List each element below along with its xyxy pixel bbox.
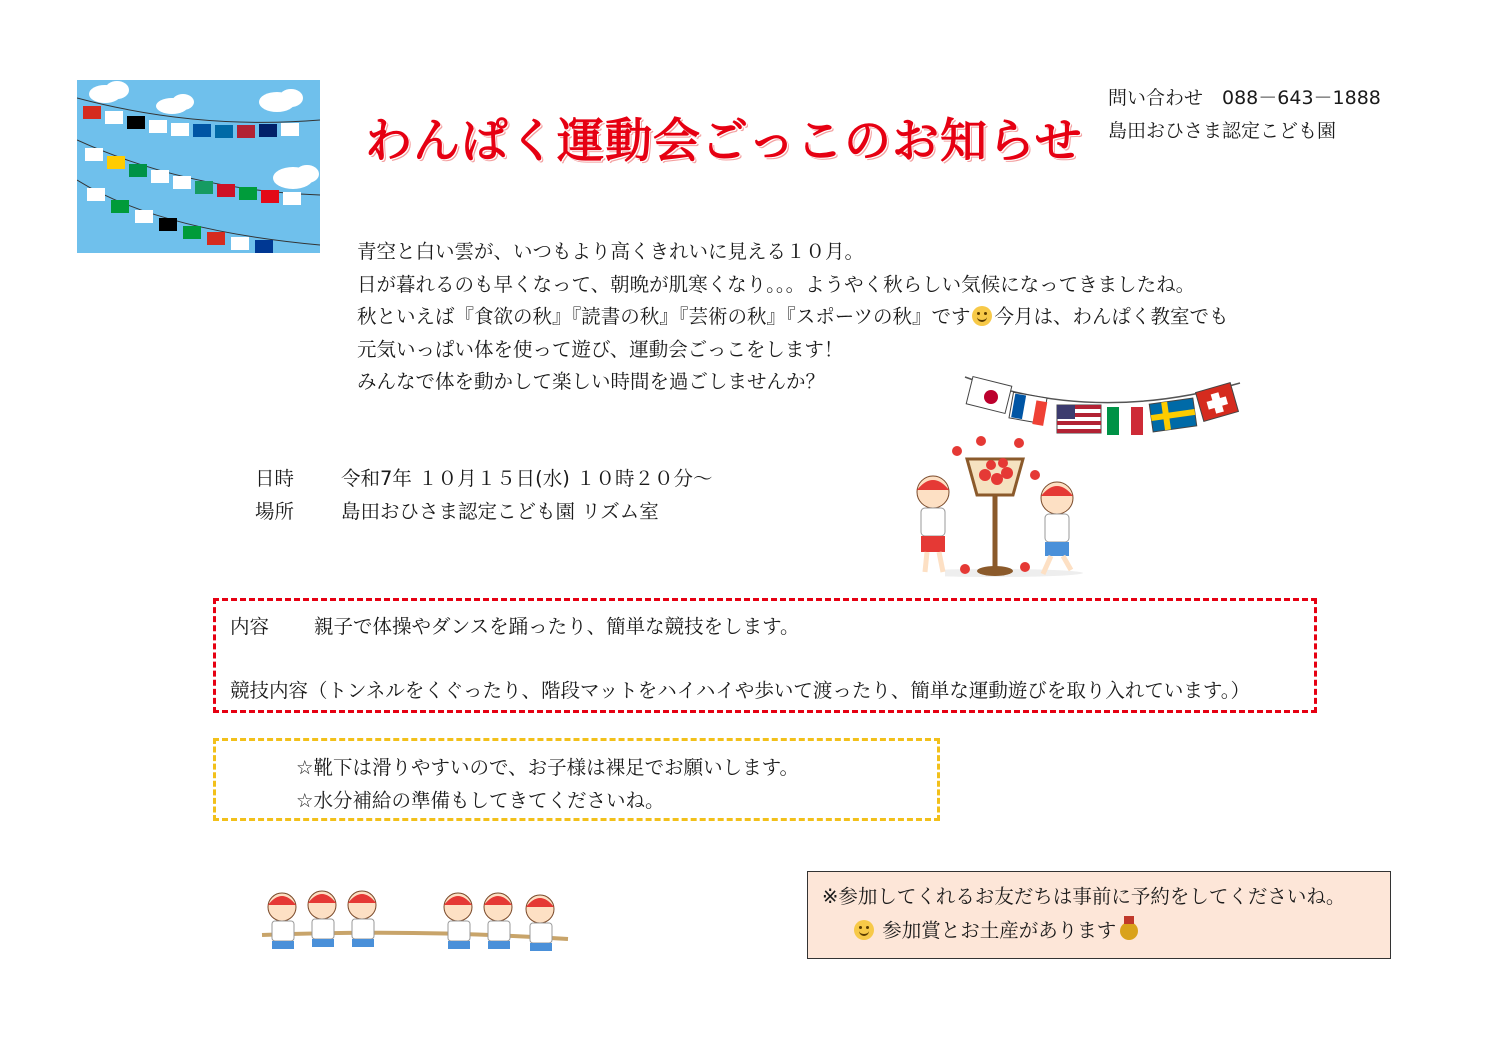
tug-of-war-illustration bbox=[260, 885, 570, 965]
reservation-line-2: 参加賞とお土産があります bbox=[822, 914, 1376, 948]
contact-info bbox=[1108, 82, 1381, 148]
reservation-line-1: ※参加してくれるお友だちは事前に予約をしてくださいね。 bbox=[822, 885, 1346, 908]
place-label: 場所 bbox=[255, 500, 295, 523]
page-title: わんぱく運動会ごっこのお知らせ bbox=[365, 114, 1083, 169]
date-row bbox=[255, 463, 713, 491]
event-details: 競技内容（トンネルをくぐったり、階段マットをハイハイや歩いて渡ったり、簡単な運動遊びを取り入れています。） bbox=[230, 679, 1251, 702]
content-box bbox=[213, 598, 1317, 713]
children-ball-toss-icon bbox=[905, 470, 1085, 580]
intro-line-5: みんなで体を動かして楽しい時間を過ごしませんか？ bbox=[357, 370, 826, 393]
content-label: 内容 bbox=[230, 615, 270, 638]
flags-sky-illustration bbox=[77, 80, 320, 253]
date-label: 日時 bbox=[255, 467, 295, 490]
contact-org: 島田おひさま認定こども園 bbox=[1108, 120, 1337, 142]
reservation-note bbox=[807, 871, 1391, 959]
place-value: 島田おひさま認定こども園 リズム室 bbox=[341, 500, 659, 523]
smiling-face-icon bbox=[972, 306, 992, 326]
date-value: 令和7年 １０月１５日(水) １０時２０分～ bbox=[341, 467, 713, 490]
contact-phone: 問い合わせ 088－643－1888 bbox=[1108, 87, 1381, 109]
content-row bbox=[230, 611, 1300, 643]
place-row bbox=[255, 496, 659, 524]
note-water: ☆水分補給の準備もしてきてくださいね。 bbox=[296, 789, 665, 812]
notes-box bbox=[213, 738, 940, 821]
smiling-face-icon bbox=[854, 920, 874, 940]
intro-line-1: 青空と白い雲が、いつもより高くきれいに見える１０月。 bbox=[357, 240, 865, 263]
content-value: 親子で体操やダンスを踊ったり、簡単な競技をします。 bbox=[314, 615, 800, 638]
intro-line-4: 元気いっぱい体を使って遊び、運動会ごっこをします！ bbox=[357, 337, 844, 361]
note-barefoot: ☆靴下は滑りやすいので、お子様は裸足でお願いします。 bbox=[296, 756, 800, 779]
intro-line-3: 秋といえば『食欲の秋』『読書の秋』『芸術の秋』『スポーツの秋』です 今月は、わんぱく教室でも bbox=[357, 305, 1229, 328]
intro-line-2: 日が暮れるのも早くなって、朝晩が肌寒くなり。。。ようやく秋らしい気候になってきましたね。 bbox=[357, 272, 1196, 296]
medal-icon bbox=[1120, 922, 1138, 940]
